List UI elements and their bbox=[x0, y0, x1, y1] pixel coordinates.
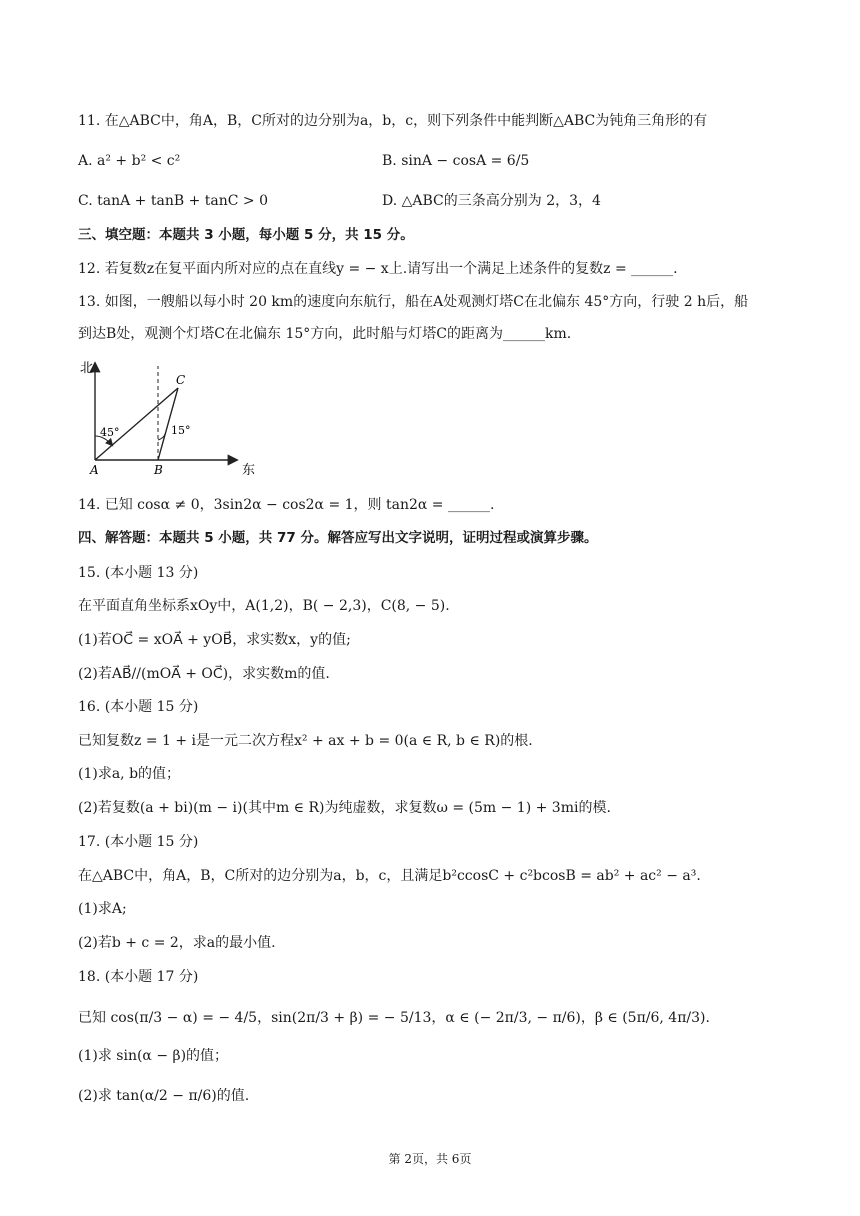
q11-option-c: C. tanA + tanB + tanC > 0 bbox=[78, 193, 268, 209]
q11-option-a: A. a² + b² < c² bbox=[78, 153, 181, 169]
q13-line-2: 到达B处，观测个灯塔C在北偏东 15°方向，此时船与灯塔C的距离为______km. bbox=[78, 326, 572, 342]
line-a-to-c bbox=[95, 388, 178, 460]
q16-header: 16. (本小题 15 分) bbox=[78, 699, 199, 715]
label-east: 东 bbox=[242, 463, 256, 478]
label-north: 北 bbox=[80, 361, 94, 376]
q17-part-1: (1)求A; bbox=[78, 901, 127, 917]
label-angle-45: 45° bbox=[100, 426, 120, 439]
q18-part-1: (1)求 sin(α − β)的值； bbox=[78, 1048, 229, 1064]
q17-stem: 在△ABC中，角A，B，C所对的边分别为a，b，c，且满足b²ccosC + c²bcosB = ab² + ac² − a³. bbox=[78, 868, 701, 884]
label-a: A bbox=[90, 463, 99, 477]
q11-option-d: D. △ABC的三条高分别为 2，3，4 bbox=[382, 193, 601, 209]
q15-part-1: (1)若OC⃗ = xOA⃗ + yOB⃗，求实数x，y的值; bbox=[78, 632, 351, 648]
q15-header: 15. (本小题 13 分) bbox=[78, 565, 199, 581]
q16-stem: 已知复数z = 1 + i是一元二次方程x² + ax + b = 0(a ∈ R, b ∈ R)的根. bbox=[78, 733, 533, 749]
q16-part-2: (2)若复数(a + bi)(m − i)(其中m ∈ R)为纯虚数，求复数ω = (5m − 1) + 3mi的模. bbox=[78, 800, 611, 816]
label-b: B bbox=[154, 463, 163, 477]
q17-header: 17. (本小题 15 分) bbox=[78, 834, 199, 850]
q17-part-2: (2)若b + c = 2，求a的最小值. bbox=[78, 935, 276, 951]
section-4-heading: 四、解答题：本题共 5 小题，共 77 分。解答应写出文字说明，证明过程或演算步骤。 bbox=[78, 530, 598, 546]
q18-stem: 已知 cos(π/3 − α) = − 4/5，sin(2π/3 + β) = − 5/13，α ∈ (− 2π/3, − π/6)，β ∈ (5π/6, 4π/3). bbox=[78, 1010, 710, 1026]
label-c: C bbox=[176, 373, 186, 387]
q13-figure bbox=[78, 358, 268, 478]
section-3-heading: 三、填空题：本题共 3 小题，每小题 5 分，共 15 分。 bbox=[78, 227, 414, 243]
q18-part-2: (2)求 tan(α/2 − π/6)的值. bbox=[78, 1088, 250, 1104]
q11-stem: 11. 在△ABC中，角A，B，C所对的边分别为a，b，c，则下列条件中能判断△ABC为钝角三角形的有 bbox=[78, 113, 708, 129]
q18-header: 18. (本小题 17 分) bbox=[78, 969, 199, 985]
q12-text: 12. 若复数z在复平面内所对应的点在直线y = − x上.请写出一个满足上述条件的复数z = ______. bbox=[78, 261, 678, 277]
q14-text: 14. 已知 cosα ≠ 0，3sin2α − cos2α = 1，则 tan2α = ______. bbox=[78, 497, 495, 513]
page-footer: 第 2页，共 6页 bbox=[388, 1152, 472, 1166]
q13-line-1: 13. 如图，一艘船以每小时 20 km的速度向东航行，船在A处观测灯塔C在北偏东 45°方向，行驶 2 h后，船 bbox=[78, 294, 749, 310]
q16-part-1: (1)求a, b的值； bbox=[78, 766, 181, 782]
q15-part-2: (2)若AB⃗//(mOA⃗ + OC⃗)，求实数m的值. bbox=[78, 666, 330, 682]
label-angle-15: 15° bbox=[171, 424, 191, 437]
q15-stem: 在平面直角坐标系xOy中，A(1,2)，B( − 2,3)，C(8, − 5). bbox=[78, 598, 450, 614]
q11-option-b: B. sinA − cosA = 6/5 bbox=[382, 153, 530, 169]
